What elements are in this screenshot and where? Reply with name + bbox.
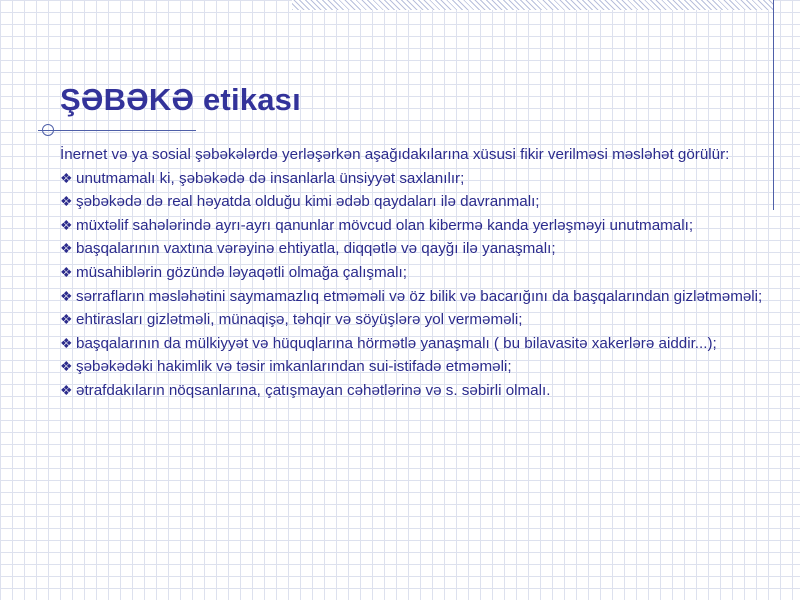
list-item-text: ehtirasları gizlətməli, münaqişə, təhqir və söyüşlərə yol verməməli; (76, 311, 523, 329)
list-item-text: ətrafdakıların nöqsanlarına, çatışmayan cəhətlərinə və s. səbirli olmalı. (76, 381, 551, 399)
list-item-text: unutmamalı ki, şəbəkədə də insanlarla ünsiyyət saxlanılır; (76, 169, 465, 187)
list-item-text: müsahiblərin gözündə ləyaqətli olmağa çalışmalı; (76, 263, 407, 281)
diamond-bullet-icon: ❖ (60, 169, 73, 186)
list-item (60, 167, 782, 191)
list-item (60, 355, 782, 379)
intro-paragraph: İnernet və ya sosial şəbəkələrdə yerləşərkən aşağıdakılarına xüsusi fikir verilməsi məsləhət görülür: (60, 146, 730, 163)
slide-body (60, 144, 782, 403)
slide-title: ŞƏBƏKƏ etikası (60, 82, 301, 117)
diamond-bullet-icon: ❖ (60, 263, 73, 280)
diamond-bullet-icon: ❖ (60, 311, 73, 328)
list-item (60, 261, 782, 285)
diamond-bullet-icon: ❖ (60, 216, 73, 233)
list-item-text: başqalarının vaxtına vərəyinə ehtiyatla, diqqətlə və qayğı ilə yanaşmalı; (76, 240, 556, 258)
top-hatch-decoration (292, 0, 774, 10)
list-item-text: başqalarının da mülkiyyət və hüquqlarına hörmətlə yanaşmalı ( bu bilavasitə xakerlərə aiddir...); (76, 334, 717, 352)
list-item (60, 308, 782, 332)
diamond-bullet-icon: ❖ (60, 334, 73, 351)
list-item (60, 237, 782, 261)
diamond-bullet-icon: ❖ (60, 240, 73, 257)
circle-decoration (42, 124, 54, 136)
title-underline-rule (38, 130, 196, 131)
list-item-text: şəbəkədəki hakimlik və təsir imkanlarından sui-istifadə etməməli; (76, 358, 512, 376)
diamond-bullet-icon: ❖ (60, 381, 73, 398)
list-item (60, 214, 782, 238)
list-item-text: sərrafların məsləhətini saymamazlıq etməməli və öz bilik və bacarığını da başqalarından gizlətməməli; (76, 287, 763, 305)
list-item (60, 379, 782, 403)
list-item (60, 285, 782, 309)
diamond-bullet-icon: ❖ (60, 287, 73, 304)
list-item-text: şəbəkədə də real həyatda olduğu kimi ədəb qaydaları ilə davranmalı; (76, 193, 540, 211)
list-item (60, 190, 782, 214)
diamond-bullet-icon: ❖ (60, 358, 73, 375)
diamond-bullet-icon: ❖ (60, 193, 73, 210)
list-item (60, 332, 782, 356)
list-item-text: müxtəlif sahələrində ayrı-ayrı qanunlar mövcud olan kibermə kanda yerləşməyi unutmamalı; (76, 216, 694, 234)
